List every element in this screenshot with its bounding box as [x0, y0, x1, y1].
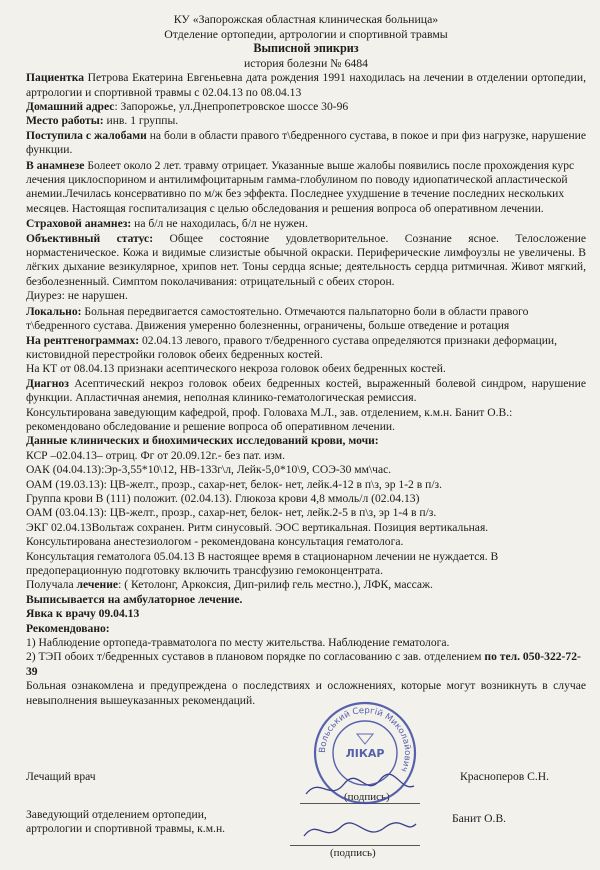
recommend-heading-text: Рекомендовано:	[26, 621, 110, 635]
insurance-text: на б/л не находилась, б/л не нужен.	[131, 217, 308, 231]
diagnosis-label: Диагноз	[26, 376, 69, 390]
recommend-item-2-text: 2) ТЭП обоих т/бедренных суставов в плановом порядке по согласованию с зав. отделением	[26, 650, 485, 664]
xray-paragraph	[26, 334, 586, 363]
insurance-label: Страховой анамнез:	[26, 217, 132, 231]
document-title: Выписной эпикриз	[253, 41, 359, 56]
department-name: Отделение ортопедии, артрологии и спортивной травмы	[164, 26, 448, 41]
hospital-name: КУ «Запорожская областная клиническая больница»	[173, 12, 439, 26]
visit-line	[26, 607, 586, 621]
treatment-label: лечение	[76, 578, 119, 592]
complaints-label: Поступила с жалобами	[26, 128, 147, 142]
objective-label: Объективный статус:	[26, 231, 154, 245]
address-label: Домашний адрес	[26, 100, 115, 113]
svg-text:ЛІКАР: ЛІКАР	[345, 747, 385, 760]
history-number: история болезни № 6484	[243, 55, 369, 70]
patient-label: Пациентка	[26, 71, 84, 85]
work-text: инв. 1 группы.	[103, 114, 179, 128]
labs-heading	[26, 434, 586, 448]
address-text: : Запорожье, ул.Днепропетровское шоссе 30-96	[114, 100, 349, 113]
anamnesis-label: В анамнезе	[26, 158, 85, 172]
recommend-heading	[26, 622, 586, 636]
insurance-line	[26, 217, 586, 231]
lab-item: ОАК (04.04.13):Эр-3,55*10\12, НВ-133г\л, Лейк-5,0*10\9, СОЭ-30 мм\час.	[26, 463, 392, 477]
anamnesis-text: Болеет около 2 лет. травму отрицает. Указанные выше жалобы появились после прохождения курс лечения циклоспорином и антилимфоцитарным гамма-глобулином по поводу идиопатической апластической анемии.Лечилась консервативно по м/ж без эффекта. Последнее ухудшение в течение последних нескольких месяцев. Настоящая госпитализация с целью обследования и решения вопроса об оперативном лечении.	[26, 158, 575, 215]
lab-item: ОАМ (19.03.13): ЦВ-желт., прозр., сахар-нет, белок- нет, лейк.4-12 в п\з, эр 1-2 в п/з.	[26, 477, 443, 491]
treatment-line	[26, 578, 586, 592]
xray-label: На рентгенограммах:	[26, 333, 140, 347]
doctor-name: Красноперов С.Н.	[460, 770, 550, 783]
lab-item: КСР –02.04.13– отриц. Фг от 20.09.12г.- без пат. изм.	[26, 448, 285, 462]
objective-paragraph	[26, 232, 586, 290]
head-signature	[296, 816, 422, 846]
diuresis-line: Диурез: не нарушен.	[26, 289, 128, 303]
diagnosis-paragraph	[26, 377, 586, 406]
recommend-item-1: 1) Наблюдение ортопеда-травматолога по месту жительства. Наблюдение гематолога.	[26, 636, 450, 650]
head-label-2: артрологии и спортивной травмы, к.м.н.	[26, 822, 226, 835]
head-label-1: Заведующий отделением ортопедии,	[26, 808, 207, 821]
local-label: Локально:	[26, 304, 82, 318]
visit-text: Явка к врачу 09.04.13	[26, 607, 140, 621]
lab-item: ОАМ (03.04.13): ЦВ-желт., прозр., сахар-нет, белок- нет, лейк.2-5 в п\з, эр 1-4 в п/з.	[26, 506, 437, 520]
recommend-item-2	[26, 650, 586, 679]
doctor-sign-caption: (подпись)	[344, 791, 390, 803]
lab-item: Консультация гематолога 05.04.13 В настоящее время в стационарном лечении не нуждается. В предоперационную подготовку включить трансфузию гемоконцентрата.	[26, 549, 499, 577]
local-paragraph	[26, 305, 586, 334]
local-text: Больная передвигается самостоятельно. Отмечаются пальпаторно боли в области правого т\бедренного сустава. Движения умеренно болезненны, ограничены, больше отведение и ротация	[26, 304, 529, 333]
lab-item: Консультирована анестезиологом - рекомендована консультация гематолога.	[26, 535, 404, 549]
lab-item: Группа крови В (111) положит. (02.04.13). Глюкоза крови 4,8 ммоль/л (02.04.13)	[26, 491, 420, 505]
recommend-phone: по тел. 050-322-72-39	[26, 650, 581, 678]
xray-text: 02.04.13 левого, правого т/бедренного сустава определяются признаки деформации, кистовидной перестройки головок обеих бедренных костей.	[26, 333, 558, 361]
ct-line: На КТ от 08.04.13 признаки асептического некроза головок обеих бедренных костей.	[26, 362, 446, 376]
anamnesis-paragraph	[26, 159, 586, 217]
head-name: Банит О.В.	[452, 812, 507, 825]
complaints-text: на боли в области правого т\бедренного сустава, в покое и при физ нагрузке, нарушение функции.	[26, 128, 586, 157]
informed-paragraph: Больная ознакомлена и предупреждена о последствиях и осложнениях, которые могут возникнуть в случае невыполнения вышеуказанных рекомендаций.	[26, 679, 586, 707]
objective-text: Общее состояние удовлетворительное. Сознание ясное. Телосложение нормастеническое. Кожа и видимые слизистые обычной окраски. Периферические лимфоузлы не увеличены. В лёгких дыхание везикулярное, хрипов нет. Тоны сердца ясные; деятельность сердца ритмичная. Живот мягкий, безболезненный. Симптом поколачивания: отрицательный с обеих сторон.	[26, 231, 586, 288]
labs-heading-text: Данные клинических и биохимических исследований крови, мочи:	[26, 434, 379, 448]
patient-text: Петрова Екатерина Евгеньевна дата рождения 1991 находилась на лечении в отделении ортопедии, артрологии и спортивной травмы с 02.04.13 по 08.04.13	[26, 71, 586, 99]
diagnosis-text: Асептический некроз головок обеих бедренных костей, выраженный болевой синдром, нарушение функции. Апластичная анемия, неполная клинико-гематологическая ремиссия.	[26, 376, 586, 405]
treatment-prefix: Получала	[26, 578, 77, 592]
address-line	[26, 100, 586, 114]
treatment-text: : ( Кетолонг, Аркоксия, Дип-рилиф гель местно.), ЛФК, массаж.	[118, 578, 433, 592]
discharge-text: Выписывается на амбулаторное лечение.	[26, 592, 243, 606]
doctor-stamp	[312, 700, 418, 806]
lab-item: ЭКГ 02.04.13Вольтаж сохранен. Ритм синусовый. ЭОС вертикальная. Позиция вертикальная.	[26, 520, 489, 534]
work-label: Место работы:	[26, 114, 104, 128]
patient-line	[26, 71, 586, 100]
consult-paragraph: Консультирована заведующим кафедрой, проф. Головаха М.Л., зав. отделением, к.м.н. Банит О.В.: рекомендовано обследование и решение вопроса об оперативном лечении.	[26, 405, 513, 433]
head-sign-caption: (подпись)	[330, 847, 376, 859]
complaints-line	[26, 129, 586, 158]
svg-text:Вольський Сергій Миколайович: Вольський Сергій Миколайович	[317, 705, 413, 774]
discharge-line	[26, 593, 586, 607]
doctor-label: Лечащий врач	[26, 770, 96, 783]
work-line	[26, 114, 586, 128]
